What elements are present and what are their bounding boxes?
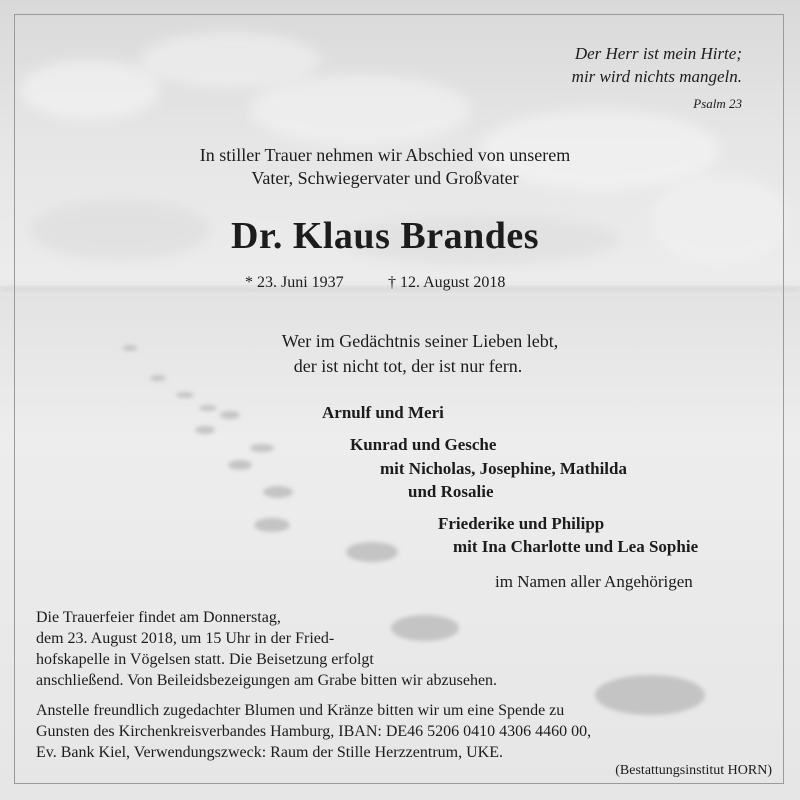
family-line-2: Kunrad und Gesche (350, 435, 497, 454)
intro-line-1: In stiller Trauer nehmen wir Abschied von unserem (199, 145, 571, 165)
funeral-info-line-3: hofskapelle in Vögelsen statt. Die Beisetzung erfolgt (36, 651, 374, 668)
memorial-quote-line-2: der ist nicht tot, der ist nur fern. (293, 356, 523, 376)
family-line-4: und Rosalie (408, 482, 494, 501)
memorial-quote-line-1: Wer im Gedächtnis seiner Lieben lebt, (281, 331, 559, 351)
funeral-info-line-4: anschließend. Von Beileidsbezeigungen am Grabe bitten wir abzusehen. (36, 672, 498, 689)
intro-line-2: Vater, Schwiegervater und Großvater (251, 168, 519, 188)
family-line-1: Arnulf und Meri (322, 403, 444, 422)
funeral-info-line-1: Die Trauerfeier findet am Donnerstag, (36, 609, 281, 626)
deceased-name: Dr. Klaus Brandes (231, 215, 539, 257)
psalm-reference: Psalm 23 (693, 96, 742, 111)
family-line-3: mit Nicholas, Josephine, Mathilda (380, 459, 627, 478)
family-line-6: mit Ina Charlotte und Lea Sophie (453, 537, 699, 556)
donation-info-line-2: Gunsten des Kirchenkreisverbandes Hamburg, IBAN: DE46 5206 0410 4306 4460 00, (36, 723, 592, 740)
psalm-quote-line-1: Der Herr ist mein Hirte; (574, 44, 742, 63)
psalm-quote-line-2: mir wird nichts mangeln. (571, 67, 742, 86)
donation-info-line-1: Anstelle freundlich zugedachter Blumen und Kränze bitten wir um eine Spende zu (36, 702, 565, 719)
death-date: † 12. August 2018 (388, 274, 506, 291)
family-closing: im Namen aller Angehörigen (495, 572, 693, 591)
family-line-5: Friederike und Philipp (438, 514, 605, 533)
birth-date: * 23. Juni 1937 (245, 274, 344, 291)
undertaker-credit: (Bestattungsinstitut HORN) (615, 763, 772, 778)
funeral-info-line-2: dem 23. August 2018, um 15 Uhr in der Fried- (36, 630, 335, 647)
donation-info-line-3: Ev. Bank Kiel, Verwendungszweck: Raum der Stille Herzzentrum, UKE. (36, 744, 503, 761)
